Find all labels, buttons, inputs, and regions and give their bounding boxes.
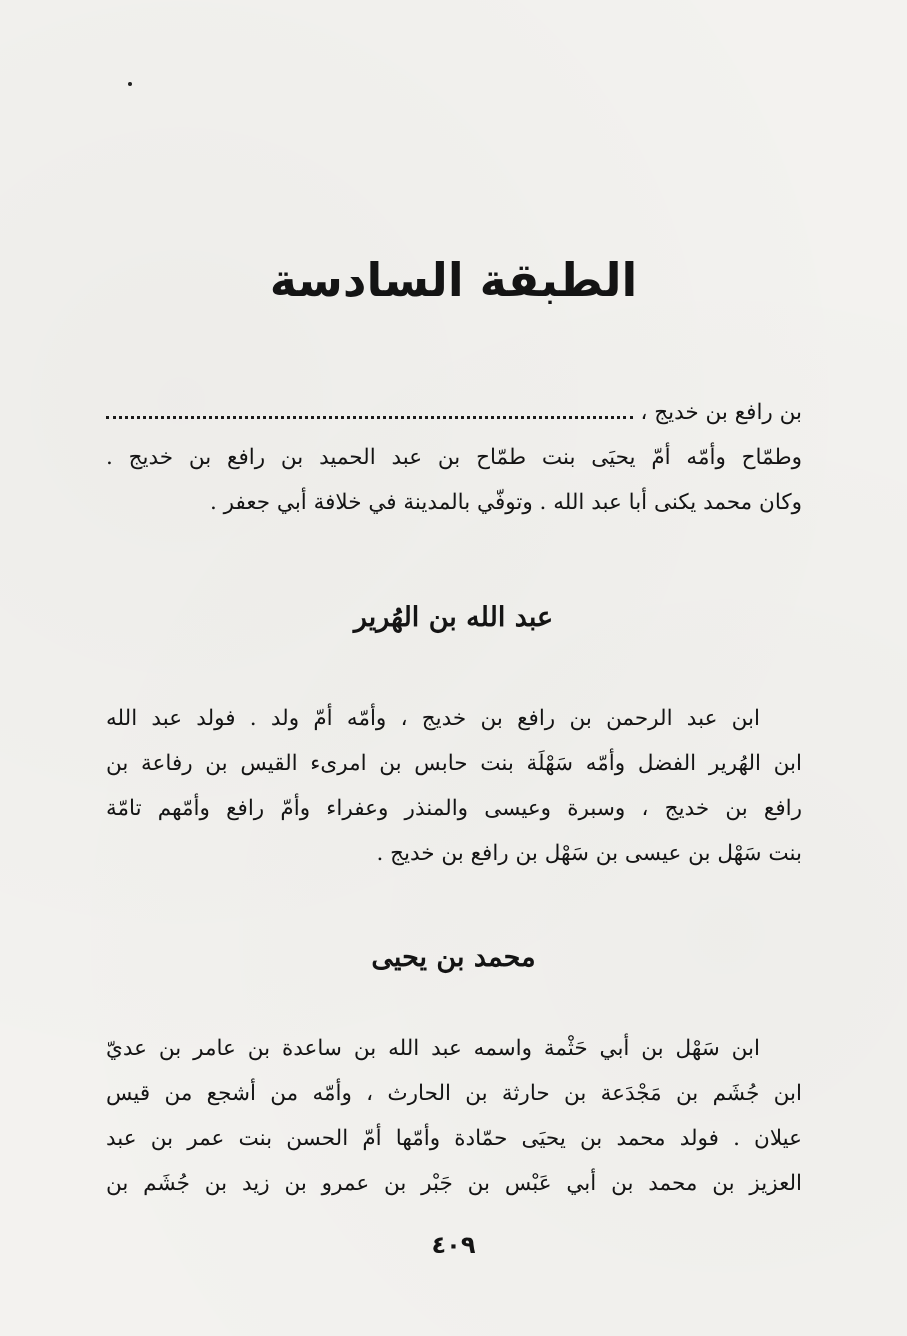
section-paragraph-muhammad	[106, 1026, 802, 1206]
text-line: ابن سَهْل بن أبي حَثْمة واسمه عبد الله بن ساعدة بن عامر بن عديّ	[106, 1036, 760, 1061]
text-line: عيلان . فولد محمد بن يحيَى حمّادة وأمّها أمّ الحسن بنت عمر بن عبد	[106, 1126, 802, 1151]
text-line: ابن جُشَم بن مَجْدَعة بن حارثة بن الحارث ، وأمّه من أشجع من قيس	[106, 1081, 802, 1106]
ink-speck	[128, 82, 132, 86]
intro-paragraph	[106, 390, 802, 525]
section-paragraph-abdullah	[106, 696, 802, 876]
text-line: بنت سَهْل بن عيسى بن سَهْل بن رافع بن خديج .	[376, 841, 802, 866]
section-heading-abdullah: عبد الله بن الهُرير	[353, 602, 554, 633]
section-heading-muhammad: محمد بن يحيى	[371, 942, 536, 973]
continued-line	[106, 390, 802, 435]
text-line: ابن عبد الرحمن بن رافع بن خديج ، وأمّه أمّ ولد . فولد عبد الله	[106, 706, 760, 731]
text-line: العزيز بن محمد بن أبي عَبْس بن جَبْر بن عمرو بن زيد بن جُشَم بن	[106, 1171, 802, 1196]
page-number: ٤٠٩	[431, 1231, 476, 1259]
continued-text: بن رافع بن خديج ،	[640, 400, 802, 425]
text-line: رافع بن خديج ، وسبرة وعيسى والمنذر وعفراء وأمّ رافع وأمّهم تامّة	[106, 796, 802, 821]
text-line: ابن الهُرير الفضل وأمّه سَهْلَة بنت حابس بن امرىء القيس بن رفاعة بن	[106, 751, 802, 776]
ellipsis-dots	[106, 416, 633, 419]
text-line: وطمّاح وأمّه أمّ يحيَى بنت طمّاح بن عبد الحميد بن رافع بن خديج .	[106, 445, 802, 470]
page-title: الطبقة السادسة	[269, 253, 638, 307]
text-line: وكان محمد يكنى أبا عبد الله . وتوفّي بالمدينة في خلافة أبي جعفر .	[210, 490, 802, 515]
